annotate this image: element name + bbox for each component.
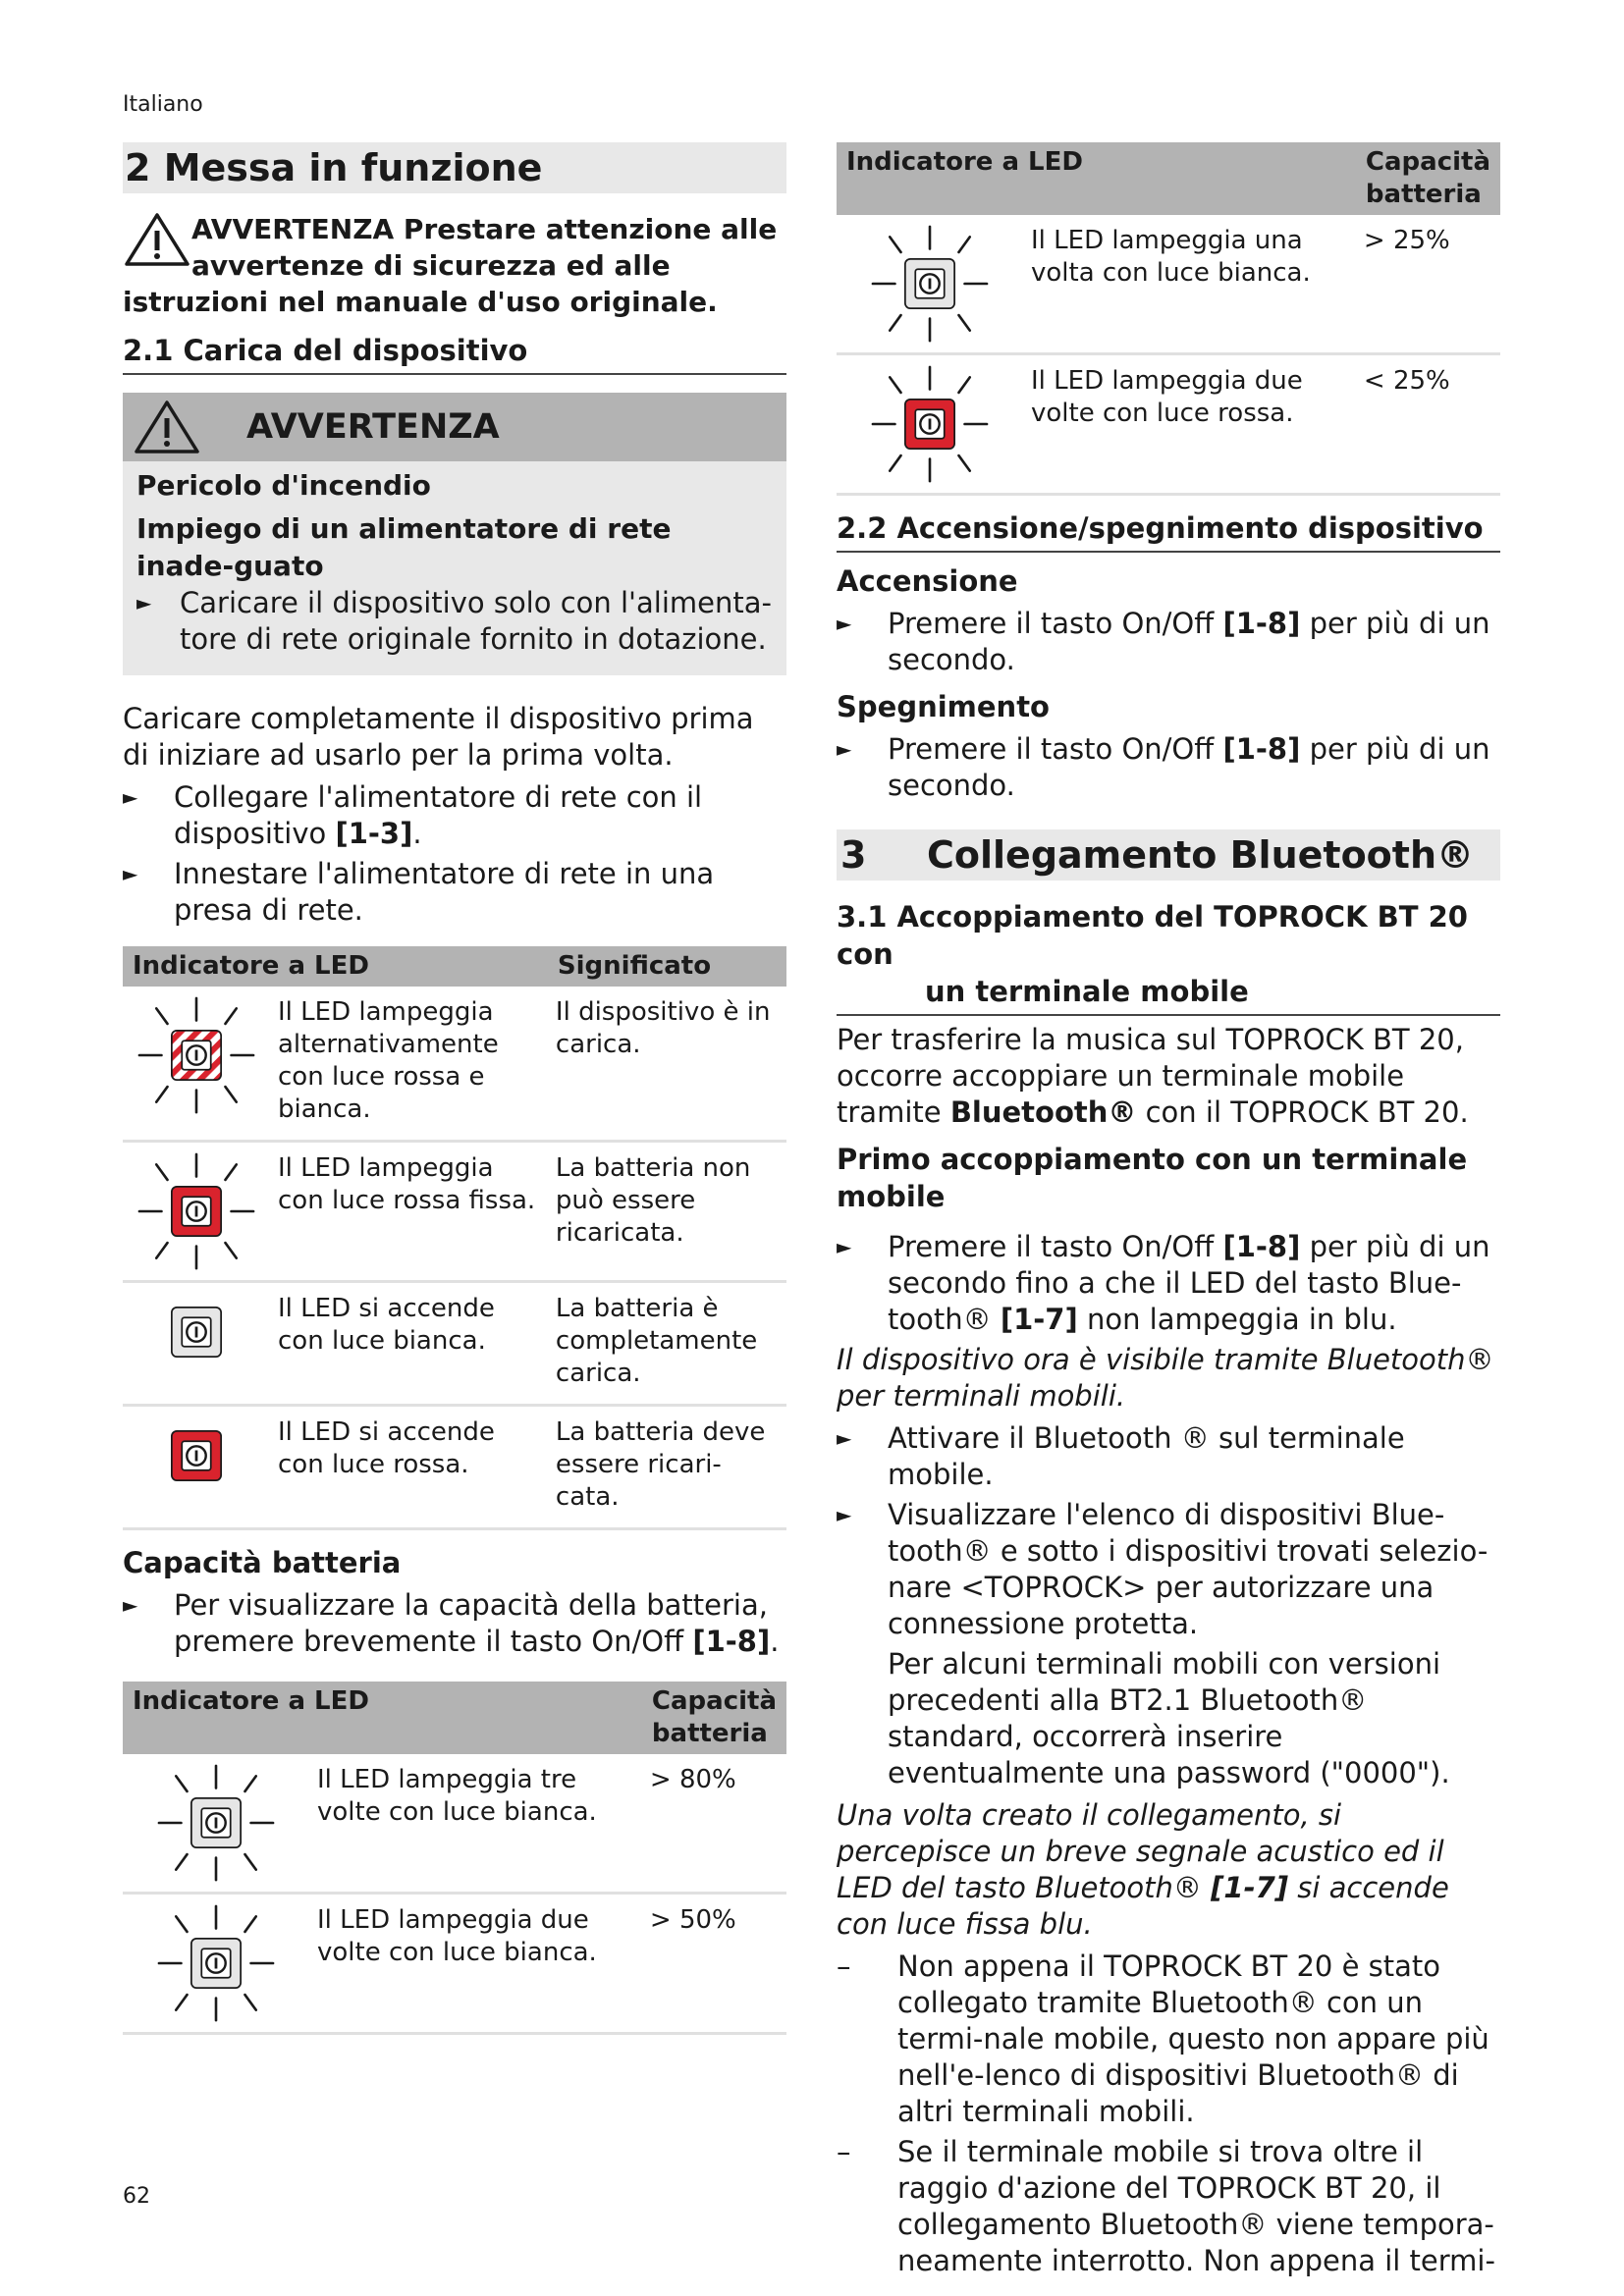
charge-instruction: Caricare completamente il dispositivo prima di iniziare ad usarlo per la prima volta. xyxy=(123,702,754,772)
section-2-heading: 2 Messa in funzione xyxy=(123,142,786,193)
table-row: Il LED si accende con luce bianca. La batteria è completamente carica. xyxy=(123,1282,786,1406)
led-white-blink-icon xyxy=(152,1754,280,1892)
bullet-power-off: ► Premere il tasto On/Off [1-8] per più di un secondo. xyxy=(837,731,1500,804)
section-3-heading: 3 Collegamento Bluetooth® xyxy=(837,829,1500,881)
table-row: Il LED lampeggia una volta con luce bianca. > 25% xyxy=(837,215,1500,354)
transfer-paragraph: Per trasferire la musica sul TOPROCK BT 20, occorre accoppiare un terminale mobile tramite Bluetooth® con il TOPROCK BT 20. xyxy=(837,1023,1469,1129)
led-white-steady-icon xyxy=(133,1283,260,1381)
table-header-capacity: Capacità xyxy=(642,1682,786,1718)
warning-box-header: AVVERTENZA xyxy=(123,393,786,461)
table-row: Il LED si accende con luce rossa. La batteria deve essere ricari-cata. xyxy=(123,1406,786,1529)
inline-warning: AVVERTENZA Prestare attenzione alle avvertenze di sicurezza ed alle istruzioni nel manuale d'uso originale. xyxy=(123,213,778,318)
led-white-blink-icon xyxy=(152,1895,280,2032)
table-row: Il LED lampeggia con luce rossa fissa. La batteria non può essere ricaricata. xyxy=(123,1142,786,1282)
right-column xyxy=(837,142,1500,2283)
led-red-blink-icon xyxy=(866,355,994,493)
section-2-2-heading: 2.2 Accensione/spegnimento dispositivo xyxy=(837,509,1500,553)
warning-triangle-icon xyxy=(123,211,191,268)
table-header-battery: batteria xyxy=(1356,179,1500,215)
bullet-power-on: ► Premere il tasto On/Off [1-8] per più di un secondo. xyxy=(837,606,1500,678)
led-white-blink-icon xyxy=(866,215,994,352)
first-pairing-heading: Primo accoppiamento con un terminale mobile xyxy=(837,1143,1468,1213)
power-on-heading: Accensione xyxy=(837,564,1018,598)
warning-box xyxy=(123,393,786,675)
table-row: Il LED lampeggia due volte con luce rossa. < 25% xyxy=(837,354,1500,495)
table-row: Il LED lampeggia tre volte con luce bianca. > 80% xyxy=(123,1754,786,1894)
password-note: Per alcuni terminali mobili con versioni precedenti alla BT2.1 Bluetooth® standard, occorrerà inserire eventualmente una password ("0000"). xyxy=(888,1647,1450,1789)
table-header-led: Indicatore a LED xyxy=(123,946,548,987)
table-row: Il LED lampeggia due volte con luce bianca. > 50% xyxy=(123,1894,786,2034)
visible-note: Il dispositivo ora è visibile tramite Bluetooth® per terminali mobili. xyxy=(837,1343,1494,1413)
bullet-activate-bluetooth: ► Attivare il Bluetooth ® sul terminale mobile. xyxy=(837,1420,1500,1493)
led-capacity-table-2 xyxy=(837,142,1500,496)
bullet-press-button: ► Premere il tasto On/Off [1-8] per più di un secondo fino a che il LED del tasto Blue-tooth® [1-7] non lampeggia in blu. xyxy=(837,1229,1500,1338)
led-red-flashing-icon xyxy=(133,1143,260,1280)
bullet-device-list: ► Visualizzare l'elenco di dispositivi Blue-tooth® e sotto i dispositivi trovati selezio-nare <TOPROCK> per autorizzare una connessione protetta. xyxy=(837,1497,1500,1642)
section-2-1-heading: 2.1 Carica del dispositivo xyxy=(123,332,786,375)
section-3-1-heading: 3.1 Accoppiamento del TOPROCK BT 20 con un terminale mobile xyxy=(837,898,1500,1016)
led-capacity-table-1 xyxy=(123,1682,786,2035)
bullet-show-capacity: ► Per visualizzare la capacità della batteria, premere brevemente il tasto On/Off [1-8]. xyxy=(123,1587,786,1660)
power-off-heading: Spegnimento xyxy=(837,690,1050,723)
table-header-battery: batteria xyxy=(642,1718,786,1754)
bullet-connect-adapter: ► Collegare l'alimentatore di rete con il dispositivo [1-3]. xyxy=(123,779,786,852)
table-header-led: Indicatore a LED xyxy=(123,1682,642,1718)
table-row: Il LED lampeggia alternativamente con luce rossa e bianca. Il dispositivo è in carica. xyxy=(123,987,786,1142)
left-column xyxy=(123,142,786,2049)
bullet-plug-adapter: ► Innestare l'alimentatore di rete in una presa di rete. xyxy=(123,856,786,929)
capacity-heading: Capacità batteria xyxy=(123,1546,402,1579)
table-header-capacity: Capacità xyxy=(1356,142,1500,179)
led-alternating-icon xyxy=(133,987,260,1124)
warning-box-body: Pericolo d'incendio Impiego di un alimentatore di rete inade-guato ► Caricare il dispositivo solo con l'alimenta-tore di rete originale fornito in dotazione. xyxy=(123,461,786,675)
table-header-meaning: Significato xyxy=(548,946,786,987)
warning-triangle-icon xyxy=(133,399,201,455)
warning-bullet: ► Caricare il dispositivo solo con l'alimenta-tore di rete originale fornito in dotazione. xyxy=(136,585,773,658)
led-red-steady-icon xyxy=(133,1407,260,1505)
dash-item-2: – Se il terminale mobile si trova oltre il raggio d'azione del TOPROCK BT 20, il collegamento Bluetooth® viene tempora-neamente interrotto. Non appena il termi- xyxy=(837,2134,1500,2279)
dash-item-1: – Non appena il TOPROCK BT 20 è stato collegato tramite Bluetooth® con un termi-nale mobile, questo non appare più nell'e-lenco di dispositivi Bluetooth® di altri terminali mobili. xyxy=(837,1949,1500,2130)
table-header-led: Indicatore a LED xyxy=(837,142,1356,179)
language-label: Italiano xyxy=(123,92,203,117)
led-meaning-table xyxy=(123,946,786,1530)
connected-note: Una volta creato il collegamento, si percepisce un breve segnale acustico ed il LED del tasto Bluetooth® [1-7] si accende con luce fissa blu. xyxy=(837,1798,1449,1941)
page-number: 62 xyxy=(123,2184,150,2209)
